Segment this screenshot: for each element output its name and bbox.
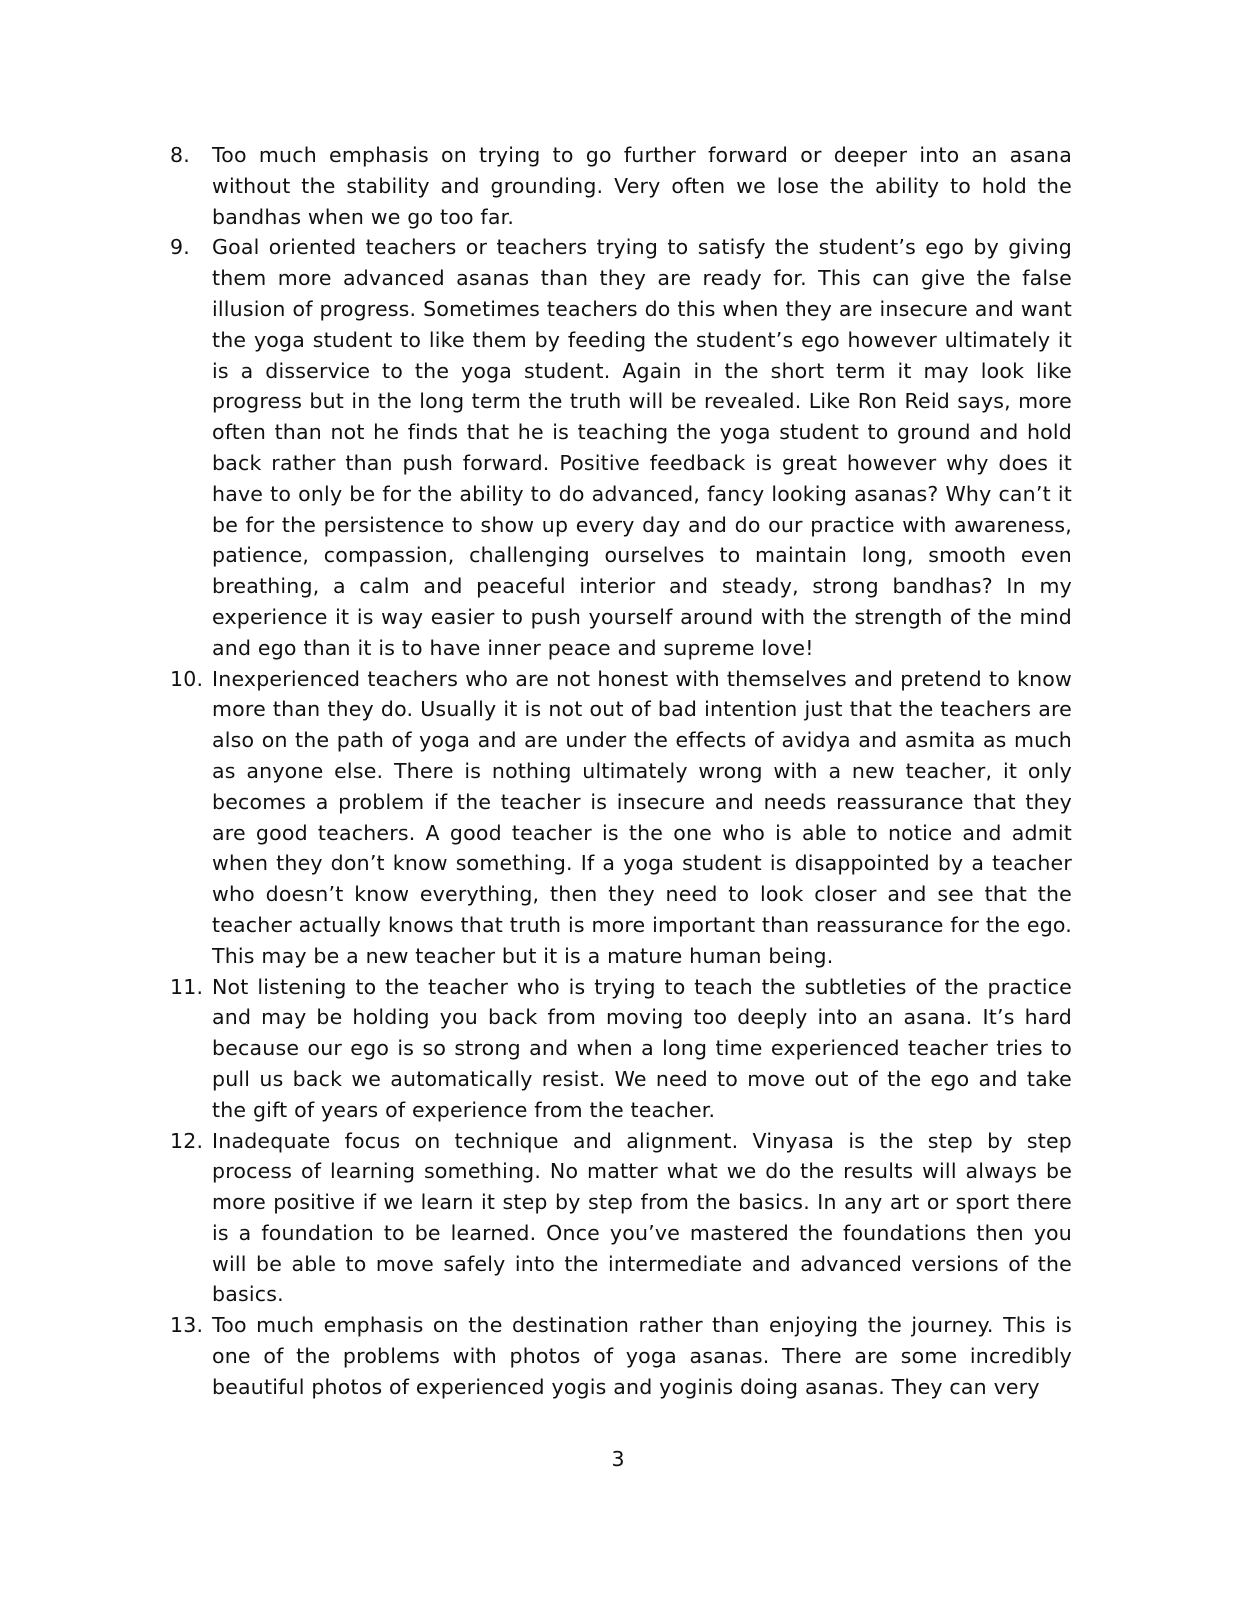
- list-item-text: Inadequate focus on technique and alignment. Vinyasa is the step by step process of learning something. No matter what we do the results will always be more positive if we learn it step by step from the basics. In any art or sport there is a foundation to be learned. Once you’ve mastered the foundations then you will be able to move safely into the intermediate and advanced versions of the basics.: [212, 1128, 1072, 1307]
- list-item-10: [170, 664, 1072, 972]
- list-item-number: 11.: [170, 974, 204, 999]
- list-item-number: 8.: [170, 143, 190, 167]
- list-item-text: Goal oriented teachers or teachers trying to satisfy the student’s ego by giving them more advanced asanas than they are ready for. This can give the false illusion of progress. Sometimes teachers do this when they are insecure and want the yoga student to like them by feeding the student’s ego however ultimately it is a disservice to the yoga student. Again in the short term it may look like progress but in the long term the truth will be revealed. Like Ron Reid says, more often than not he finds that he is teaching the yoga student to ground and hold back rather than push forward. Positive feedback is great however why does it have to only be for the ability to do advanced, fancy looking asanas? Why can’t it be for the persistence to show up every day and do our practice with awareness, patience, compassion, challenging ourselves to maintain long, smooth even breathing, a calm and peaceful interior and steady, strong bandhas? In my experience it is way easier to push yourself around with the strength of the mind and ego than it is to have inner peace and supreme love!: [212, 235, 1072, 660]
- list-item-number: 10.: [170, 666, 204, 691]
- list-item-number: 12.: [170, 1128, 204, 1153]
- list-item-9: [170, 232, 1072, 663]
- numbered-list: [170, 140, 1072, 1403]
- page-number: 3: [611, 1447, 625, 1471]
- list-item-11: [170, 972, 1072, 1126]
- list-item-number: 13.: [170, 1313, 204, 1338]
- list-item-8: [170, 140, 1072, 232]
- list-item-12: [170, 1126, 1072, 1311]
- list-item-text: Too much emphasis on trying to go further forward or deeper into an asana without the stability and grounding. Very often we lose the ability to hold the bandhas when we go too far.: [212, 143, 1072, 229]
- list-item-text: Too much emphasis on the destination rather than enjoying the journey. This is one of the problems with photos of yoga asanas. There are some incredibly beautiful photos of experienced yogis and yoginis doing asanas. They can very: [212, 1313, 1072, 1399]
- list-item-13: [170, 1310, 1072, 1402]
- list-item-number: 9.: [170, 235, 190, 260]
- list-item-text: Inexperienced teachers who are not honest with themselves and pretend to know more than they do. Usually it is not out of bad intention just that the teachers are also on the path of yoga and are under the effects of avidya and asmita as much as anyone else. There is nothing ultimately wrong with a new teacher, it only becomes a problem if the teacher is insecure and needs reassurance that they are good teachers. A good teacher is the one who is able to notice and admit when they don’t know something. If a yoga student is disappointed by a teacher who doesn’t know everything, then they need to look closer and see that the teacher actually knows that truth is more important than reassurance for the ego. This may be a new teacher but it is a mature human being.: [212, 666, 1072, 968]
- list-item-text: Not listening to the teacher who is trying to teach the subtleties of the practice and may be holding you back from moving too deeply into an asana. It’s hard because our ego is so strong and when a long time experienced teacher tries to pull us back we automatically resist. We need to move out of the ego and take the gift of years of experience from the teacher.: [212, 974, 1072, 1122]
